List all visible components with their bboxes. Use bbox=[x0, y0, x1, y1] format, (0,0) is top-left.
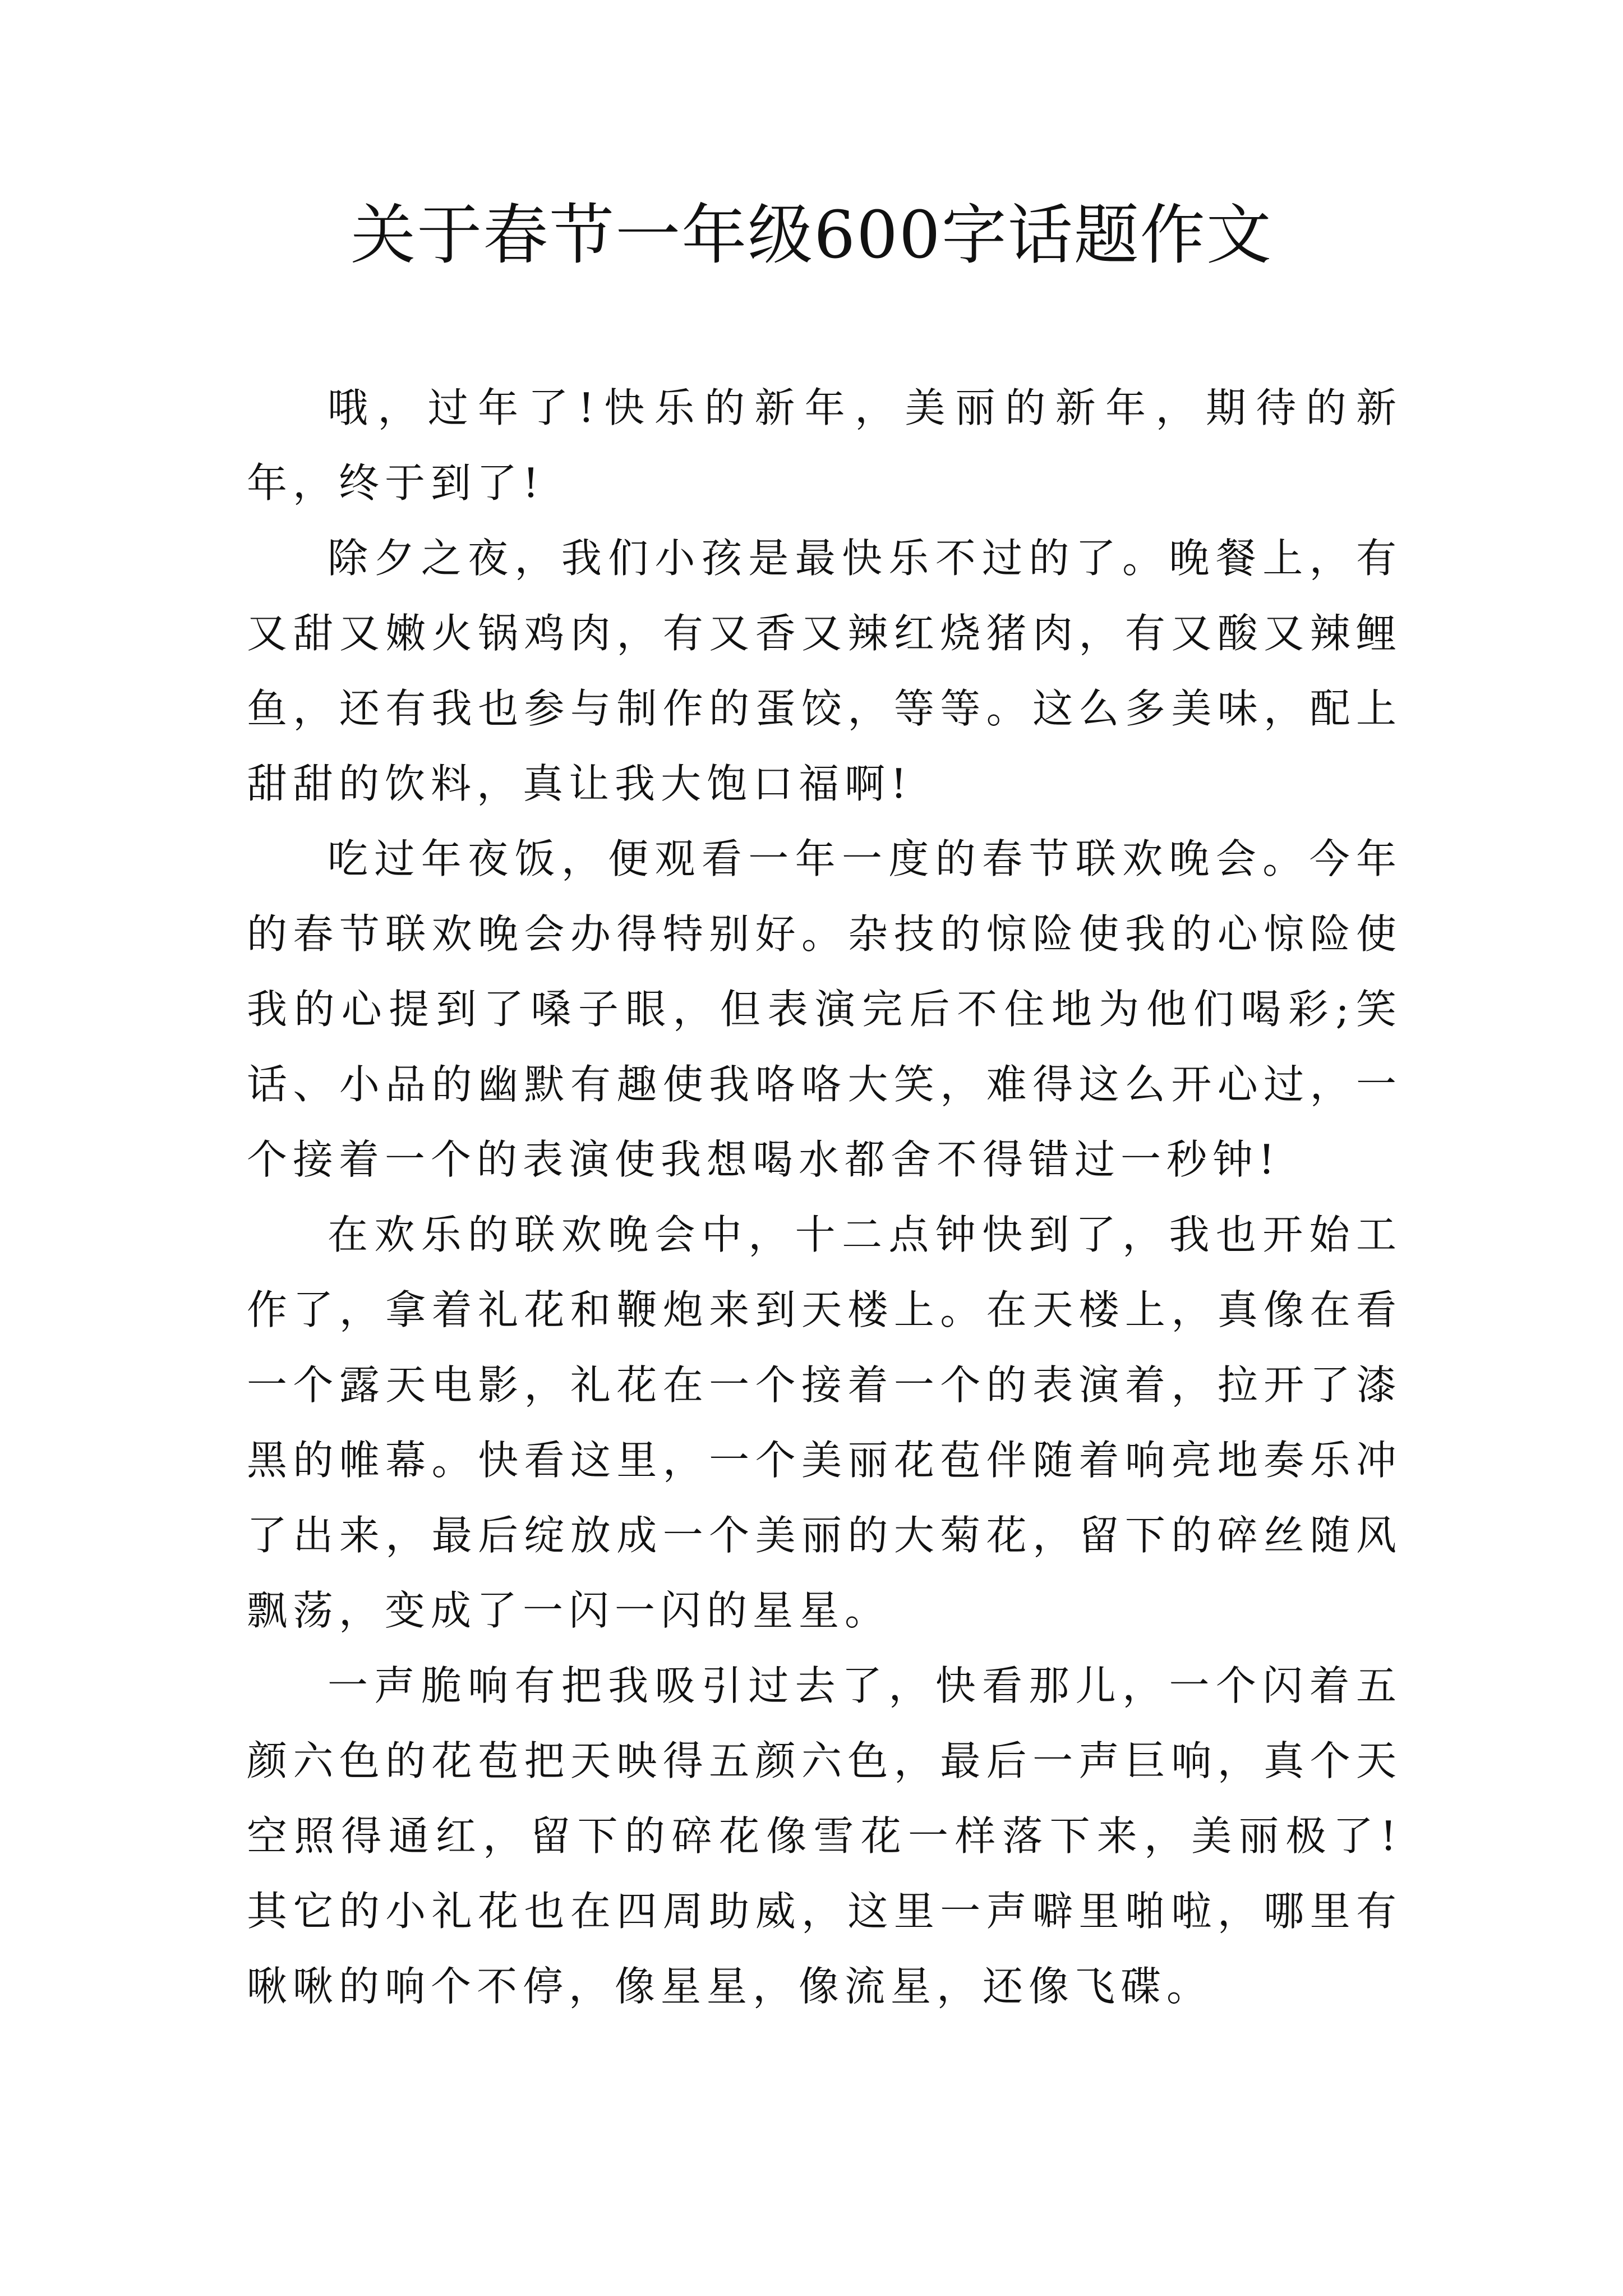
paragraph: 在欢乐的联欢晚会中，十二点钟快到了，我也开始工作了，拿着礼花和鞭炮来到天楼上。在天楼上，真像在看一个露天电影，礼花在一个接着一个的表演着，拉开了漆黑的帷幕。快看这里，一个美丽花苞伴随着响亮地奏乐冲了出来，最后绽放成一个美丽的大菊花，留下的碎丝随风飘荡，变成了一闪一闪的星星。 bbox=[247, 1211, 1402, 1634]
paragraph: 一声脆响有把我吸引过去了，快看那儿，一个闪着五颜六色的花苞把天映得五颜六色，最后一声巨响，真个天空照得通红，留下的碎花像雪花一样落下来，美丽极了!其它的小礼花也在四周助威，这里一声噼里啪啦，哪里有啾啾的响个不停，像星星，像流星，还像飞碟。 bbox=[247, 1662, 1402, 2010]
document-title: 关于春节一年级600字话题作文 bbox=[351, 197, 1272, 273]
paragraph: 除夕之夜，我们小孩是最快乐不过的了。晚餐上，有又甜又嫩火锅鸡肉，有又香又辣红烧猪肉，有又酸又辣鲤鱼，还有我也参与制作的蛋饺，等等。这么多美味，配上甜甜的饮料，真让我大饱口福啊! bbox=[247, 535, 1402, 807]
document-body bbox=[247, 370, 1402, 2024]
paragraph: 哦，过年了!快乐的新年，美丽的新年，期待的新年，终于到了! bbox=[247, 384, 1402, 507]
paragraph: 吃过年夜饭，便观看一年一度的春节联欢晚会。今年的春节联欢晚会办得特别好。杂技的惊险使我的心惊险使我的心提到了嗓子眼，但表演完后不住地为他们喝彩;笑话、小品的幽默有趣使我咯咯大笑，难得这么开心过，一个接着一个的表演使我想喝水都舍不得错过一秒钟! bbox=[247, 835, 1402, 1183]
